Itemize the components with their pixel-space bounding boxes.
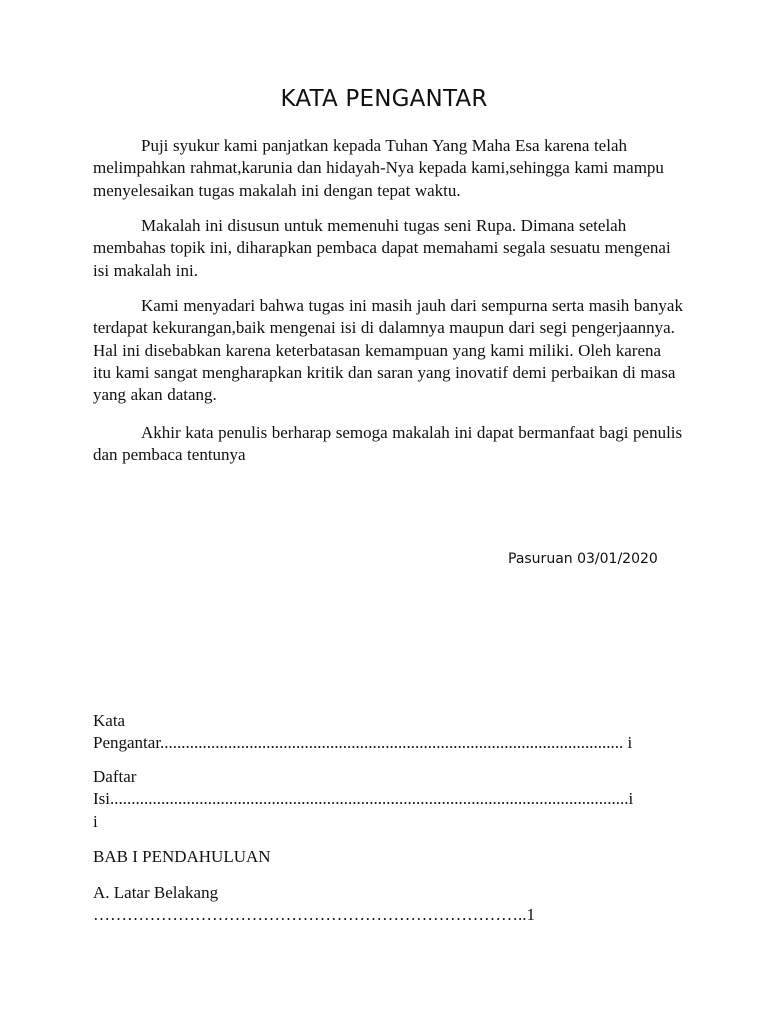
paragraph-4: Akhir kata penulis berharap semoga makalah ini dapat bermanfaat bagi penulis dan pembaca tentunya xyxy=(93,423,683,465)
toc-entry-bab-i xyxy=(93,846,271,868)
toc-entry-latar-belakang xyxy=(93,882,535,927)
closing-place-date xyxy=(508,551,658,567)
toc-entry-leader-line: Pengantar............................................................................................................. i xyxy=(93,733,633,753)
closing-place: Pasuruan xyxy=(508,551,573,567)
toc-entry-leader-line: …………………………………………………………………..1 xyxy=(93,905,535,925)
toc-entry-line: Kata xyxy=(93,711,126,730)
toc-entry-daftar-isi xyxy=(93,766,633,833)
toc-entry-page-number: i xyxy=(93,811,98,831)
toc-entry-line: Daftar xyxy=(93,767,137,786)
toc-entry-line: A. Latar Belakang xyxy=(93,883,219,902)
closing-date: 03/01/2020 xyxy=(577,551,658,567)
paragraph-2: Makalah ini disusun untuk memenuhi tugas seni Rupa. Dimana setelah membahas topik ini, diharapkan pembaca dapat memahami segala sesuatu mengenai isi makalah ini. xyxy=(93,216,671,280)
toc-entry-kata-pengantar xyxy=(93,710,632,755)
paragraph-3: Kami menyadari bahwa tugas ini masih jauh dari sempurna serta masih banyak terdapat kekurangan,baik mengenai isi di dalamnya maupun dari segi pengerjaannya. Hal ini disebabkan karena keterbatasan kemampuan yang kami miliki. Oleh karena itu kami sangat mengharapkan kritik dan saran yang inovatif demi perbaikan di masa yang akan datang. xyxy=(93,296,683,405)
page-title: KATA PENGANTAR xyxy=(280,86,488,112)
toc-entry-leader-line: Isi..........................................................................................................................i xyxy=(93,789,634,809)
toc-entry-line: BAB I PENDAHULUAN xyxy=(93,847,271,866)
paragraph-1: Puji syukur kami panjatkan kepada Tuhan Yang Maha Esa karena telah melimpahkan rahmat,karunia dan hidayah-Nya kepada kami,sehingga kami mampu menyelesaikan tugas makalah ini dengan tepat waktu. xyxy=(93,136,664,200)
